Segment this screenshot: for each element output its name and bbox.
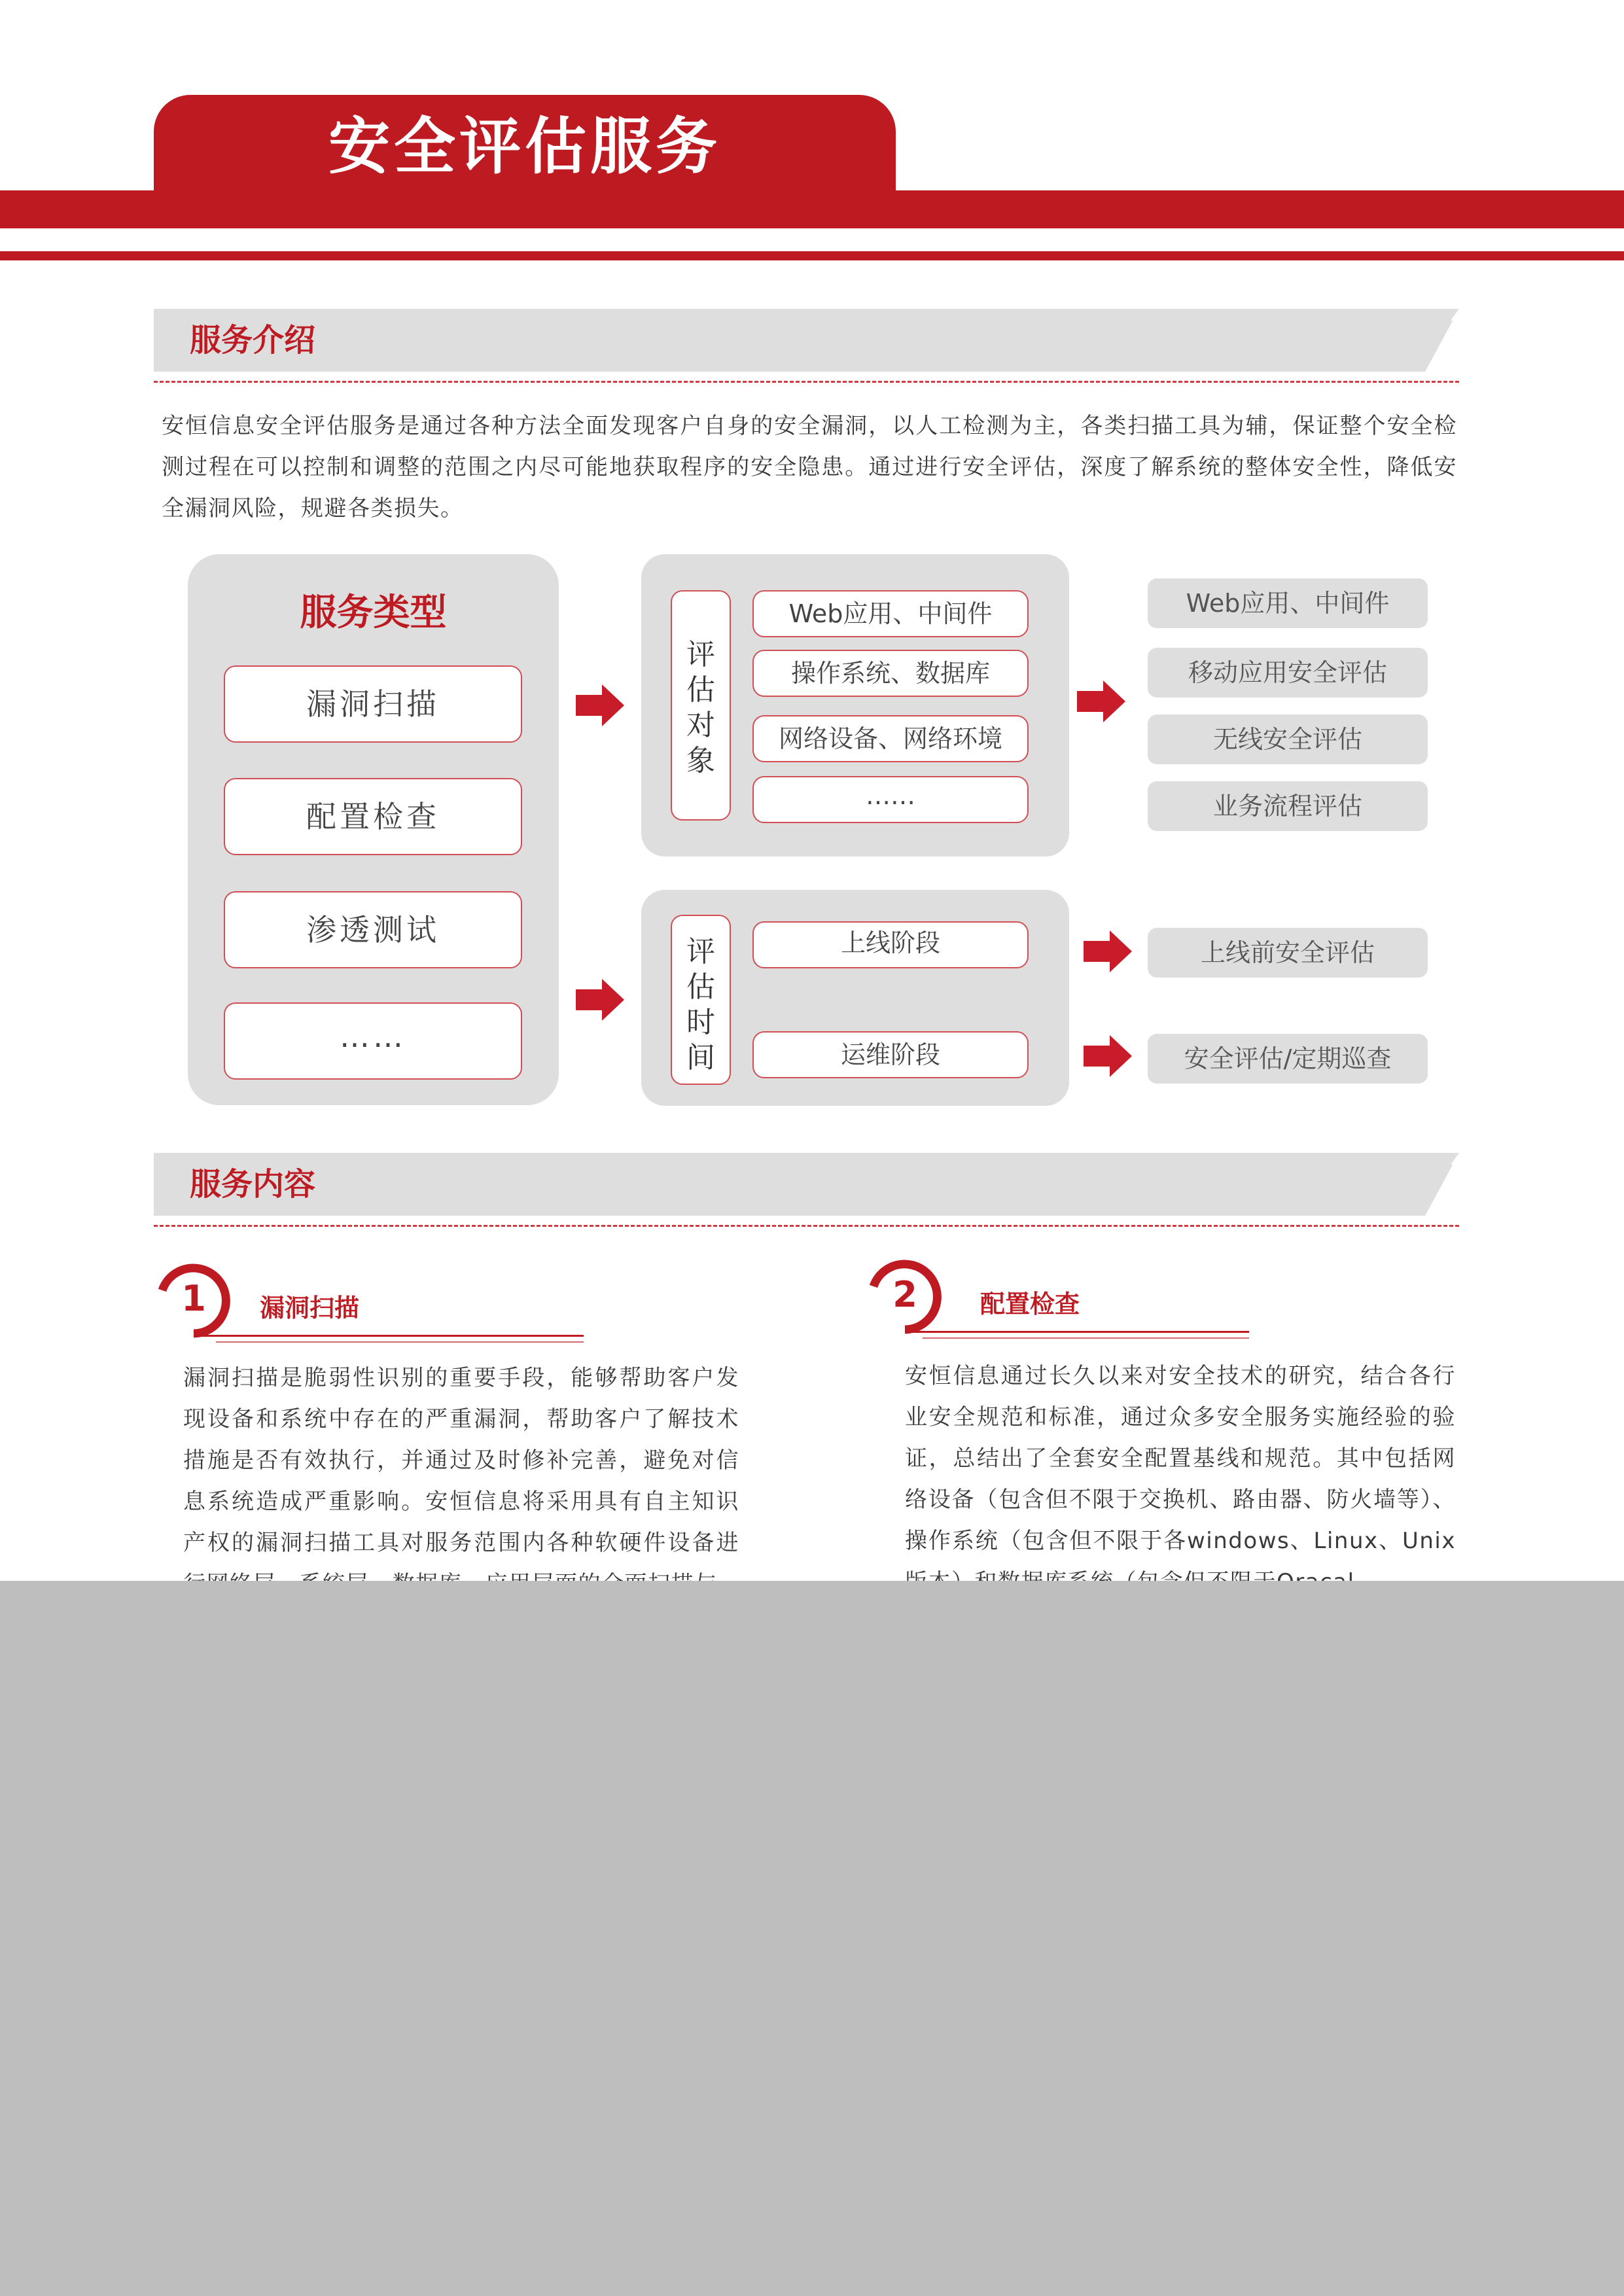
service-types-panel — [188, 554, 559, 1105]
number-badge-text: 1 — [181, 1278, 206, 1319]
intro-paragraph: 安恒信息安全评估服务是通过各种方法全面发现客户自身的安全漏洞，以人工检测为主，各类扫描工具为辅，保证整个安全检测过程在可以控制和调整的范围之内尽可能地获取程序的安全隐患。通过进行安全评估，深度了解系统的整体安全性，降低安全漏洞风险，规避各类损失。 — [162, 413, 1457, 521]
title-underline — [905, 1331, 1249, 1333]
grey-placeholder-area — [0, 1581, 1624, 2296]
section-divider — [154, 381, 1459, 383]
page-title: 安全评估服务 — [328, 111, 721, 183]
service-type-item: …… — [224, 1002, 522, 1080]
eval-object-item: Web应用、中间件 — [752, 590, 1029, 637]
object-outcome: Web应用、中间件 — [1148, 578, 1428, 628]
eval-objects-label-text: 评估对象 — [686, 638, 715, 777]
content-item-text: 漏洞扫描是脆弱性识别的重要手段，能够帮助客户发现设备和系统中存在的严重漏洞，帮助客户了解技术措施是否有效执行，并通过及时修补完善，避免对信息系统造成严重影响。安恒信息将采用具有自主知识产权的漏洞扫描工具对服务范围内各种软硬件设备进 — [183, 1365, 739, 1556]
section-bar-intro — [154, 309, 1459, 372]
title-underline — [194, 1335, 584, 1337]
object-outcome: 移动应用安全评估 — [1148, 648, 1428, 698]
content-item-text: 安恒信息通过长久以来对安全技术的研究，结合各行业安全规范和标准，通过众多安全服务实施经验的验证，总结出了全套安全配置基线和规范。其中包括网络设备（包含但不限于交换机、路由器、防火墙等）、操作系统（包含但不限于各windows、Linux、Unix — [905, 1363, 1456, 1554]
arrow-right-icon — [1077, 680, 1125, 722]
arrow-right-icon — [576, 684, 624, 726]
content-item-title: 漏洞扫描 — [260, 1294, 360, 1322]
arrow-right-icon — [1084, 930, 1132, 972]
eval-objects-panel — [641, 554, 1069, 857]
title-underline-thin — [216, 1341, 584, 1343]
eval-object-item: 操作系统、数据库 — [752, 650, 1029, 697]
service-type-item: 漏洞扫描 — [224, 665, 522, 743]
time-outcome: 安全评估/定期巡查 — [1148, 1034, 1428, 1084]
service-type-item: 配置检查 — [224, 778, 522, 855]
eval-time-label — [671, 915, 731, 1085]
number-badge-text: 2 — [892, 1274, 917, 1315]
eval-time-item: 上线阶段 — [752, 921, 1029, 968]
service-types-title: 服务类型 — [300, 592, 447, 634]
content-item-title: 配置检查 — [980, 1290, 1080, 1318]
number-badge-icon — [868, 1260, 942, 1333]
object-outcome: 业务流程评估 — [1148, 781, 1428, 831]
eval-time-panel — [641, 890, 1069, 1106]
time-outcome: 上线前安全评估 — [1148, 928, 1428, 978]
section-title-content: 服务内容 — [190, 1166, 316, 1203]
object-outcome: 无线安全评估 — [1148, 715, 1428, 764]
eval-time-item: 运维阶段 — [752, 1031, 1029, 1078]
eval-objects-label — [671, 590, 731, 821]
section-bar-content — [154, 1153, 1459, 1216]
eval-object-item: 网络设备、网络环境 — [752, 715, 1029, 762]
section-bar-corner — [1387, 309, 1459, 372]
arrow-right-icon — [576, 979, 624, 1021]
title-underline-thin — [923, 1337, 1249, 1339]
number-badge-icon — [157, 1264, 230, 1337]
section-title-intro: 服务介绍 — [190, 322, 316, 359]
arrow-right-icon — [1084, 1035, 1132, 1077]
section-bar-corner — [1387, 1153, 1459, 1216]
header-thin-line — [0, 251, 1624, 260]
eval-time-label-text: 评估时间 — [686, 935, 715, 1074]
service-type-item: 渗透测试 — [224, 891, 522, 968]
section-divider — [154, 1225, 1459, 1227]
header-band — [0, 190, 1624, 228]
eval-object-item: …… — [752, 776, 1029, 823]
